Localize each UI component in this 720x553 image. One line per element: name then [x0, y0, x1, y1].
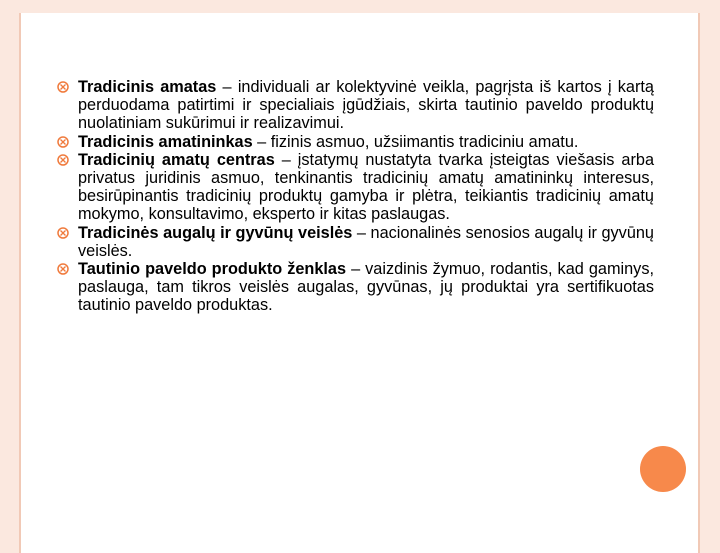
definition-text: – nacionalinės senosios augalų ir gyvūnų veislės. [78, 223, 654, 260]
list-item [56, 78, 654, 133]
circled-x-icon [56, 225, 70, 241]
circled-x-icon [56, 134, 70, 150]
circled-x-icon [56, 152, 70, 168]
accent-circle [640, 446, 686, 492]
definition-term: Tradicinės augalų ir gyvūnų veislės [78, 223, 353, 242]
circled-x-icon [56, 261, 70, 277]
definition-term: Tradicinių amatų centras [78, 150, 275, 169]
definition-term: Tautinio paveldo produkto ženklas [78, 260, 347, 279]
list-item [56, 151, 654, 224]
definition-term: Tradicinis amatininkas [78, 132, 253, 151]
definitions-list [56, 78, 654, 315]
circled-x-icon [56, 79, 70, 95]
list-item [56, 260, 654, 315]
definition-text: – individuali ar kolektyvinė veikla, pagrįsta iš kartos į kartą perduodama patirtimi ir specialiais įgūdžiais, skirta tautinio paveldo produktų nuolatiniam sukūrimui ir realizavimui. [78, 78, 654, 133]
list-item [56, 133, 654, 151]
definition-text: – fizinis asmuo, užsiimantis tradiciniu amatu. [252, 132, 579, 151]
definition-text: – vaizdinis žymuo, rodantis, kad gaminys, paslauga, tam tikros veislės augalas, gyvūnas, jų produktai yra sertifikuotas tautinio paveldo produktas. [78, 260, 654, 315]
definition-text: – įstatymų nustatyta tvarka įsteigtas viešasis arba privatus juridinis asmuo, tenkinantis tradicinių amatų amatininkų interesus, besirūpinantis tradicinių produktų gamyba ir plėtra, teikiantis tradicinių amatų mokymo, konsultavimo, eksperto ir kitas paslaugas. [78, 150, 654, 224]
list-item [56, 224, 654, 260]
definition-term: Tradicinis amatas [78, 78, 217, 96]
